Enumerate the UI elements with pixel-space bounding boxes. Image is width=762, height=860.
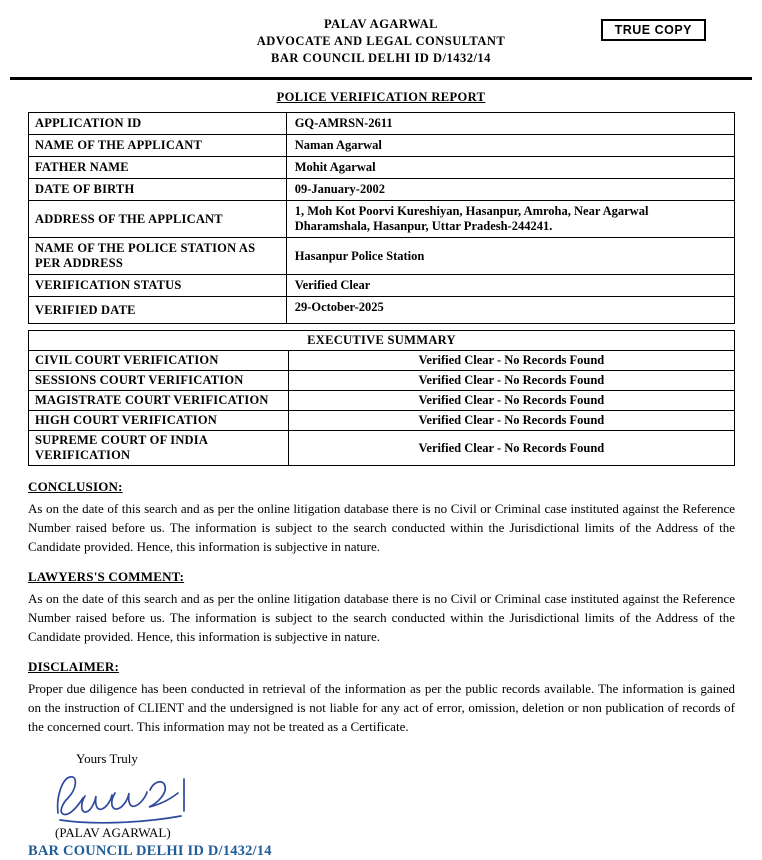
row-value: Mohit Agarwal xyxy=(286,157,734,179)
table-row xyxy=(29,411,735,431)
row-label: SUPREME COURT OF INDIA VERIFICATION xyxy=(29,431,289,466)
table-row xyxy=(29,275,735,297)
table-row xyxy=(29,201,735,238)
disclaimer-text: Proper due diligence has been conducted in retrieval of the information as per the public records available. The information is gained on the instruction of CLIENT and the undersigned is not liable for any act of error, omission, deletion or non publication of records of the concerned court. This information may not be treated as a Certificate. xyxy=(28,681,735,734)
row-label: SESSIONS COURT VERIFICATION xyxy=(29,371,289,391)
advocate-bar-id: BAR COUNCIL DELHI ID D/1432/14 xyxy=(271,51,491,65)
lawyers-comment-section xyxy=(28,569,735,646)
signee-name: (PALAV AGARWAL) xyxy=(55,825,171,840)
row-value: 09-January-2002 xyxy=(286,179,734,201)
row-value: Verified Clear - No Records Found xyxy=(288,391,734,411)
row-value: Verified Clear - No Records Found xyxy=(288,431,734,466)
row-value: 1, Moh Kot Poorvi Kureshiyan, Hasanpur, Amroha, Near Agarwal Dharamshala, Hasanpur, Uttar Pradesh-244241. xyxy=(286,201,734,238)
table-row xyxy=(29,113,735,135)
signature-image xyxy=(48,769,735,825)
row-value: Verified Clear - No Records Found xyxy=(288,351,734,371)
row-label: FATHER NAME xyxy=(29,157,287,179)
advocate-profession: ADVOCATE AND LEGAL CONSULTANT xyxy=(256,34,506,48)
advocate-name: PALAV AGARWAL xyxy=(323,17,439,31)
row-label: HIGH COURT VERIFICATION xyxy=(29,411,289,431)
row-label: APPLICATION ID xyxy=(29,113,287,135)
table-row xyxy=(29,157,735,179)
conclusion-text: As on the date of this search and as per the online litigation database there is no Civil or Criminal case instituted against the Reference Number raised before us. The information is subject to the search conducted within the Jurisdictional limits of the Address of the Candidate provided. Hence, this information is subjective in nature. xyxy=(28,501,735,554)
executive-summary-table xyxy=(28,330,735,466)
row-value: 29-October-2025 xyxy=(286,297,734,324)
table-row xyxy=(29,238,735,275)
row-value: Verified Clear - No Records Found xyxy=(288,371,734,391)
conclusion-heading: CONCLUSION: xyxy=(28,479,123,494)
table-row xyxy=(29,391,735,411)
row-value: Hasanpur Police Station xyxy=(286,238,734,275)
true-copy-stamp: TRUE COPY xyxy=(601,19,706,41)
row-label: CIVIL COURT VERIFICATION xyxy=(29,351,289,371)
conclusion-section xyxy=(28,479,735,556)
row-value: Verified Clear - No Records Found xyxy=(288,411,734,431)
executive-summary-title: EXECUTIVE SUMMARY xyxy=(29,331,735,351)
row-label: VERIFIED DATE xyxy=(29,297,287,324)
signee-bar-id: BAR COUNCIL DELHI ID D/1432/14 xyxy=(28,843,272,859)
table-row xyxy=(29,351,735,371)
report-title: POLICE VERIFICATION REPORT xyxy=(276,90,486,104)
table-row xyxy=(29,431,735,466)
row-value: Verified Clear xyxy=(286,275,734,297)
table-row xyxy=(29,135,735,157)
table-row xyxy=(29,371,735,391)
row-label: DATE OF BIRTH xyxy=(29,179,287,201)
disclaimer-heading: DISCLAIMER: xyxy=(28,659,120,674)
row-label: VERIFICATION STATUS xyxy=(29,275,287,297)
table-row xyxy=(29,179,735,201)
closing-text: Yours Truly xyxy=(76,751,138,766)
lawyers-comment-heading: LAWYERS'S COMMENT: xyxy=(28,569,185,584)
row-label: NAME OF THE POLICE STATION AS PER ADDRESS xyxy=(29,238,287,275)
row-label: MAGISTRATE COURT VERIFICATION xyxy=(29,391,289,411)
table-header-row xyxy=(29,331,735,351)
row-value: Naman Agarwal xyxy=(286,135,734,157)
document-body xyxy=(0,112,762,860)
row-value: GQ-AMRSN-2611 xyxy=(286,113,734,135)
row-label: ADDRESS OF THE APPLICANT xyxy=(29,201,287,238)
disclaimer-section xyxy=(28,659,735,736)
applicant-table xyxy=(28,112,735,324)
row-label: NAME OF THE APPLICANT xyxy=(29,135,287,157)
header-divider xyxy=(10,77,752,80)
lawyers-comment-text: As on the date of this search and as per the online litigation database there is no Civil or Criminal case instituted against the Reference Number raised before us. The information is subject to the search conducted within the Jurisdictional limits of the Address of the Candidate provided. Hence, this information is subjective in nature. xyxy=(28,591,735,644)
table-row xyxy=(29,297,735,324)
